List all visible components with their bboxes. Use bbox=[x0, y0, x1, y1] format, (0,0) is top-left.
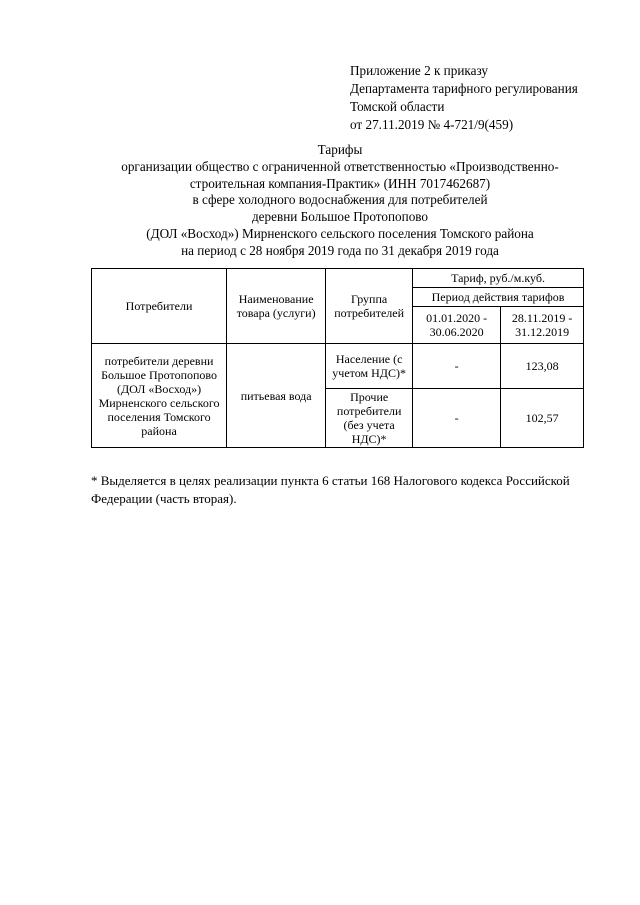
cell-period-a: - bbox=[413, 344, 501, 389]
title-line: строительная компания-Практик» (ИНН 7017462687) bbox=[189, 175, 491, 191]
header-group: Группа потребителей bbox=[326, 269, 413, 344]
header-tariff: Тариф, руб./м.куб. bbox=[413, 269, 584, 288]
title-line: в сфере холодного водоснабжения для потребителей bbox=[192, 192, 488, 208]
title-line: деревни Большое Протопопово bbox=[251, 209, 429, 225]
appendix-order-date: от 27.11.2019 № 4-721/9(459) bbox=[350, 117, 514, 132]
appendix-block bbox=[350, 62, 578, 134]
header-period-b: 28.11.2019 - 31.12.2019 bbox=[501, 307, 584, 344]
title-heading: Тарифы bbox=[317, 142, 363, 157]
cell-consumer: потребители деревни Большое Протопопово (ДОЛ «Восход») Мирненского сельского поселения Томского района bbox=[92, 344, 227, 448]
header-goods: Наименование товара (услуги) bbox=[227, 269, 326, 344]
title-line: организации общество с ограниченной ответственностью «Производственно- bbox=[121, 158, 559, 174]
cell-period-b: 102,57 bbox=[501, 389, 584, 448]
cell-goods: питьевая вода bbox=[227, 344, 326, 448]
header-period: Период действия тарифов bbox=[413, 288, 584, 307]
footnote: * Выделяется в целях реализации пункта 6 статьи 168 Налогового кодекса Российской Федерации (часть вторая). bbox=[91, 473, 570, 506]
table-row bbox=[92, 344, 584, 389]
cell-period-b: 123,08 bbox=[501, 344, 584, 389]
cell-period-a: - bbox=[413, 389, 501, 448]
tariff-table bbox=[91, 268, 584, 448]
header-consumers: Потребители bbox=[92, 269, 227, 344]
cell-group: Население (с учетом НДС)* bbox=[326, 344, 413, 389]
cell-group: Прочие потребители (без учета НДС)* bbox=[326, 389, 413, 448]
appendix-line: Томской области bbox=[350, 99, 445, 114]
header-period-a: 01.01.2020 - 30.06.2020 bbox=[413, 307, 501, 344]
document-title bbox=[90, 142, 590, 260]
appendix-line: Приложение 2 к приказу bbox=[350, 63, 488, 78]
appendix-line: Департамента тарифного регулирования bbox=[350, 81, 578, 96]
title-line: (ДОЛ «Восход») Мирненского сельского поселения Томского района bbox=[146, 225, 534, 241]
title-period: на период с 28 ноября 2019 года по 31 декабря 2019 года bbox=[181, 242, 499, 258]
